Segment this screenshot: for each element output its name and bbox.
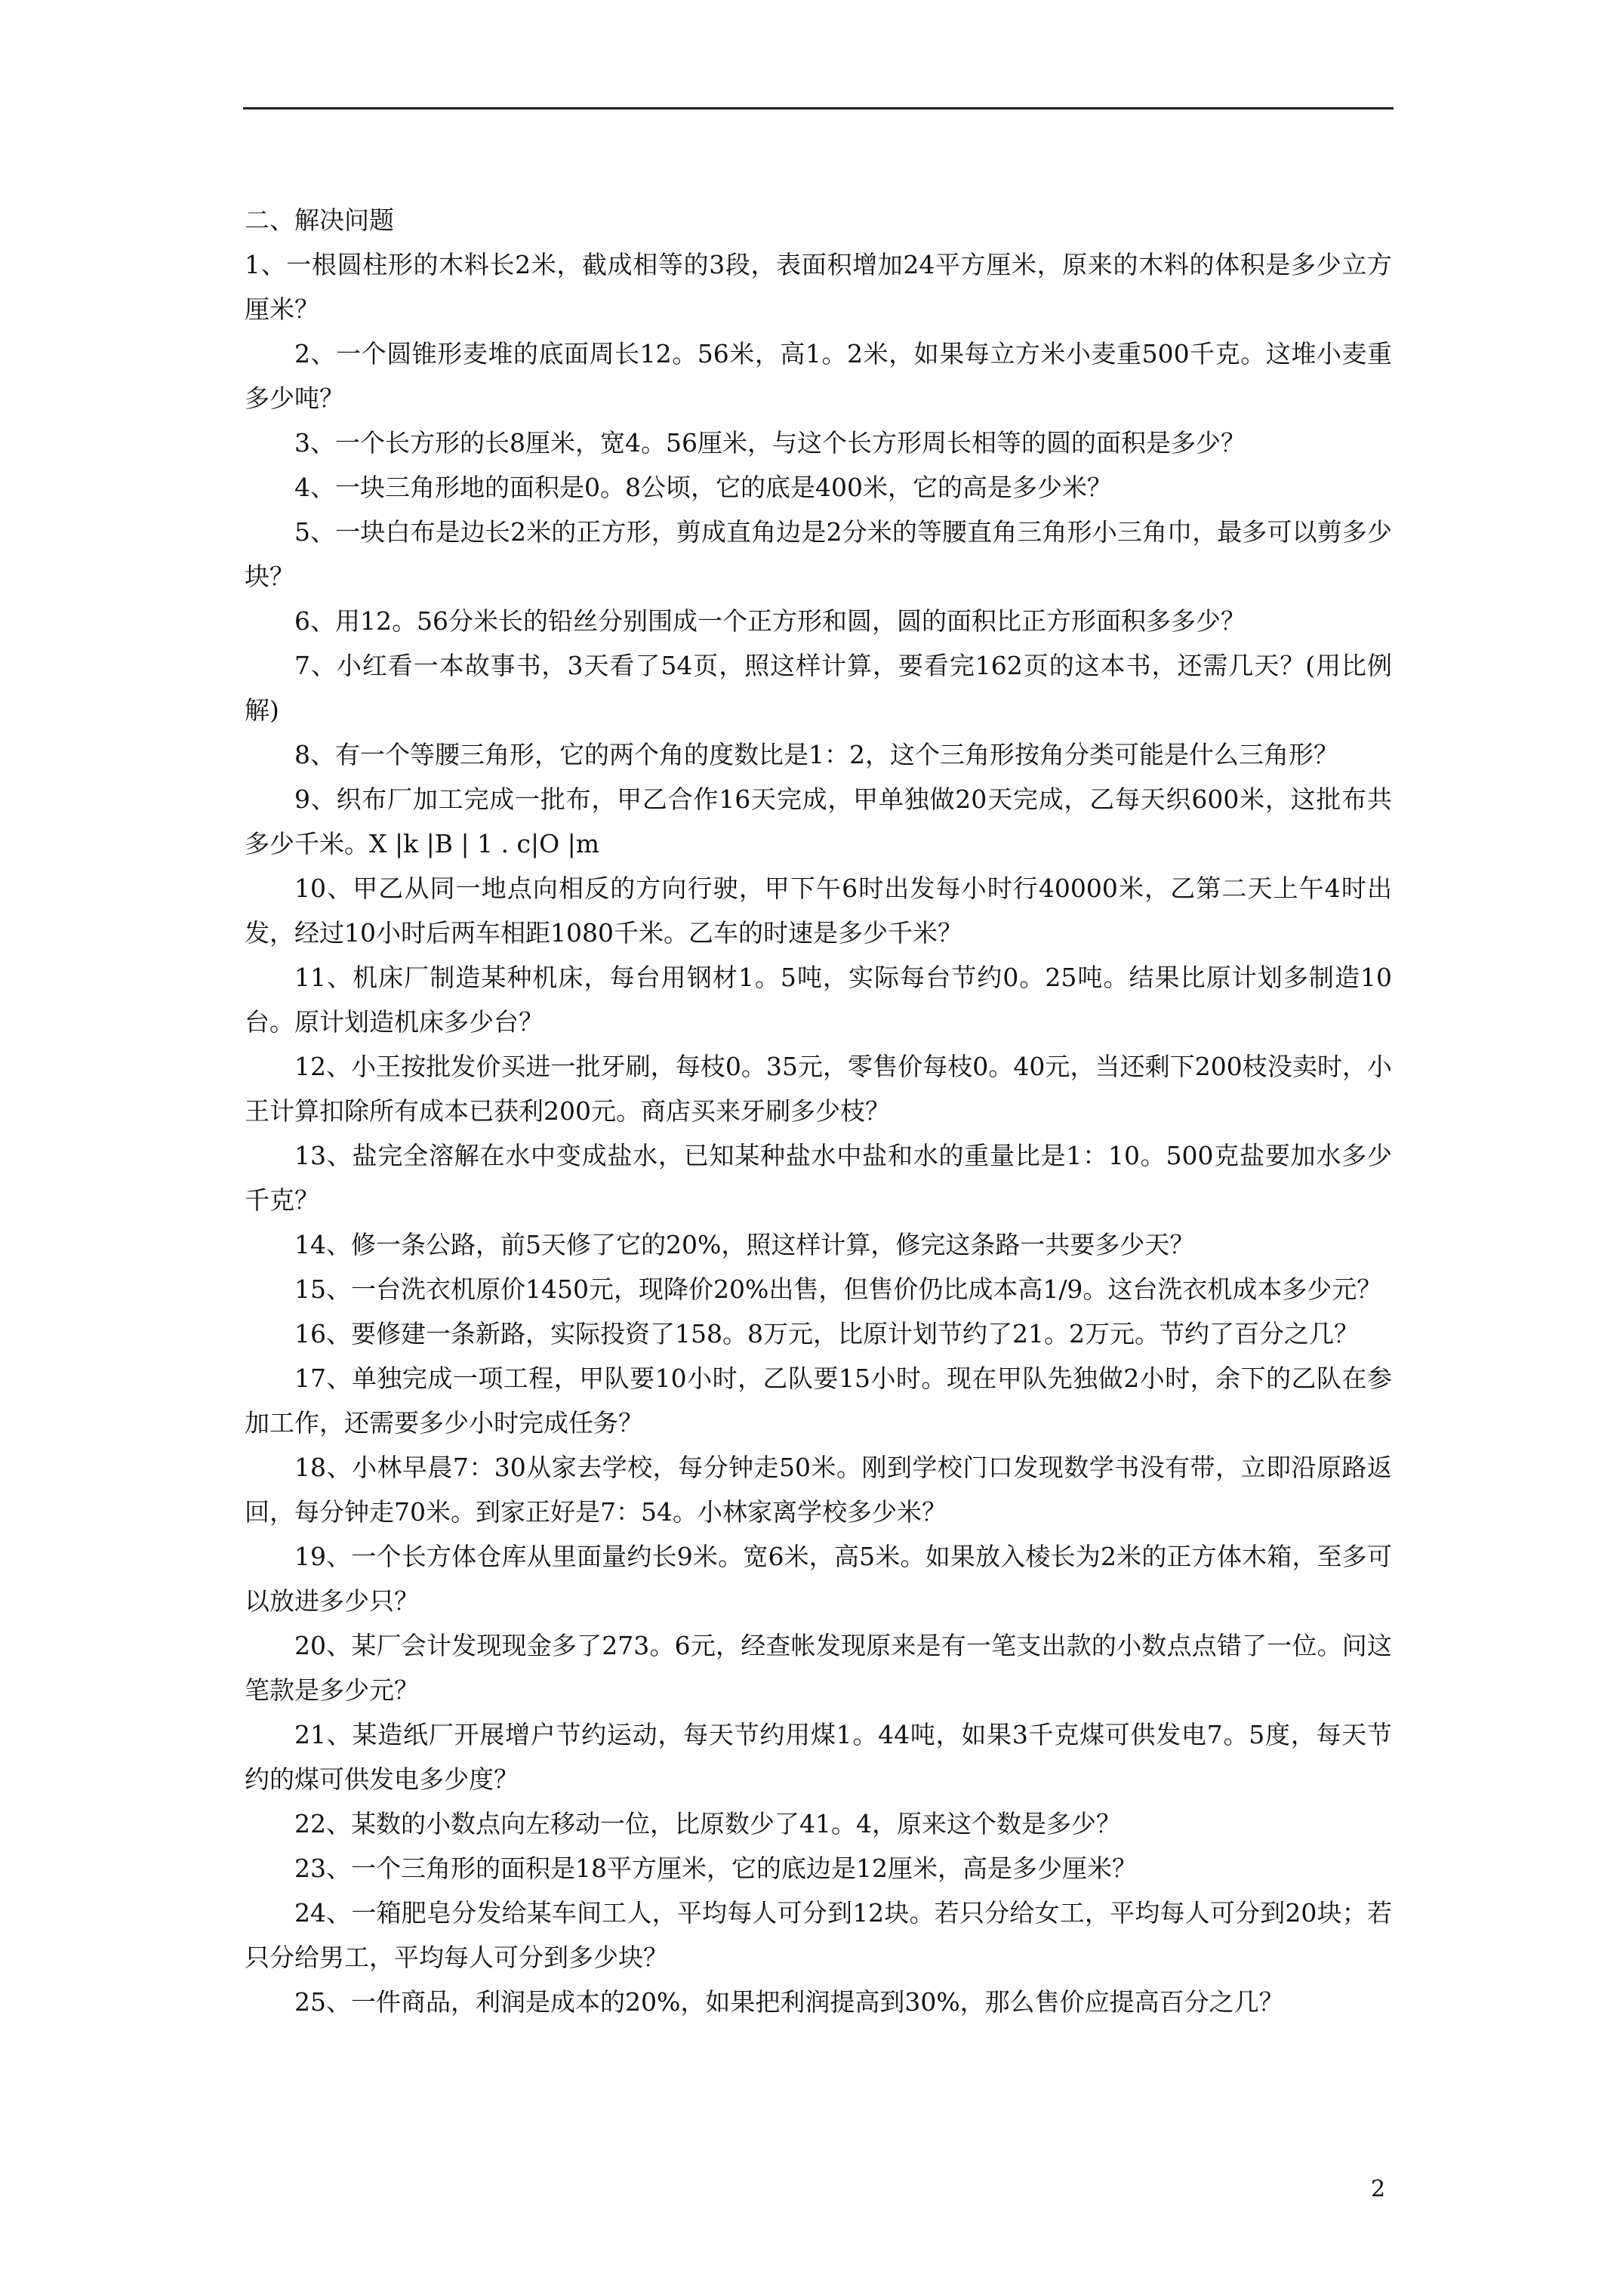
problem-9: 9、织布厂加工完成一批布，甲乙合作16天完成，甲单独做20天完成，乙每天织600米，这批布共多少千米。X |k |B | 1 . c|O |m bbox=[245, 784, 1392, 858]
problem-20: 20、某厂会计发现现金多了273。6元，经查帐发现原来是有一笔支出款的小数点点错了一位。问这笔款是多少元？ bbox=[245, 1631, 1392, 1705]
problem-6: 6、用12。56分米长的铅丝分别围成一个正方形和圆，圆的面积比正方形面积多多少？ bbox=[294, 606, 1246, 636]
section-title: 二、解决问题 bbox=[245, 205, 394, 235]
page-number: 2 bbox=[1371, 2176, 1386, 2202]
problem-3: 3、一个长方形的长8厘米，宽4。56厘米，与这个长方形周长相等的圆的面积是多少？ bbox=[294, 428, 1246, 458]
problem-21: 21、某造纸厂开展增户节约运动，每天节约用煤1。44吨，如果3千克煤可供发电7。5度，每天节约的煤可供发电多少度？ bbox=[245, 1720, 1392, 1794]
problem-15: 15、一台洗衣机原价1450元，现降价20%出售，但售价仍比成本高1/9。这台洗衣机成本多少元？ bbox=[294, 1274, 1382, 1304]
header-rule bbox=[243, 107, 1394, 109]
problem-11: 11、机床厂制造某种机床，每台用钢材1。5吨，实际每台节约0。25吨。结果比原计划多制造10台。原计划造机床多少台？ bbox=[245, 963, 1392, 1037]
problem-19: 19、一个长方体仓库从里面量约长9米。宽6米，高5米。如果放入棱长为2米的正方体木箱，至多可以放进多少只？ bbox=[245, 1542, 1392, 1616]
problem-25: 25、一件商品，利润是成本的20%，如果把利润提高到30%，那么售价应提高百分之几？ bbox=[294, 1987, 1284, 2017]
problem-1: 1、一根圆柱形的木料长2米，截成相等的3段，表面积增加24平方厘米，原来的木料的体积是多少立方厘米？ bbox=[245, 250, 1392, 324]
document-body bbox=[245, 198, 1392, 2024]
problem-22: 22、某数的小数点向左移动一位，比原数少了41。4，原来这个数是多少？ bbox=[294, 1809, 1121, 1838]
problem-2: 2、一个圆锥形麦堆的底面周长12。56米，高1。2米，如果每立方米小麦重500千克。这堆小麦重多少吨？ bbox=[245, 339, 1392, 413]
problem-23: 23、一个三角形的面积是18平方厘米，它的底边是12厘米，高是多少厘米？ bbox=[294, 1854, 1137, 1883]
problem-4: 4、一块三角形地的面积是0。8公顷，它的底是400米，它的高是多少米？ bbox=[294, 473, 1112, 502]
problem-18: 18、小林早晨7：30从家去学校，每分钟走50米。刚到学校门口发现数学书没有带，立即沿原路返回，每分钟走70米。到家正好是7：54。小林家离学校多少米？ bbox=[245, 1453, 1392, 1527]
problem-24: 24、一箱肥皂分发给某车间工人，平均每人可分到12块。若只分给女工，平均每人可分到20块；若只分给男工，平均每人可分到多少块？ bbox=[245, 1898, 1392, 1972]
problem-8: 8、有一个等腰三角形，它的两个角的度数比是1：2，这个三角形按角分类可能是什么三角形？ bbox=[294, 740, 1338, 769]
problem-7: 7、小红看一本故事书，3天看了54页，照这样计算，要看完162页的这本书，还需几天？(用比例解) bbox=[245, 651, 1392, 725]
problem-12: 12、小王按批发价买进一批牙刷，每枝0。35元，零售价每枝0。40元，当还剩下200枝没卖时，小王计算扣除所有成本已获利200元。商店买来牙刷多少枝？ bbox=[245, 1052, 1392, 1126]
problem-5: 5、一块白布是边长2米的正方形，剪成直角边是2分米的等腰直角三角形小三角巾，最多可以剪多少块？ bbox=[245, 517, 1392, 591]
problem-16: 16、要修建一条新路，实际投资了158。8万元，比原计划节约了21。2万元。节约了百分之几？ bbox=[294, 1319, 1359, 1348]
problem-10: 10、甲乙从同一地点向相反的方向行驶，甲下午6时出发每小时行40000米，乙第二天上午4时出发，经过10小时后两车相距1080千米。乙车的时速是多少千米？ bbox=[245, 874, 1392, 948]
problem-17: 17、单独完成一项工程，甲队要10小时，乙队要15小时。现在甲队先独做2小时，余下的乙队在参加工作，还需要多少小时完成任务？ bbox=[245, 1364, 1392, 1438]
problem-13: 13、盐完全溶解在水中变成盐水，已知某种盐水中盐和水的重量比是1：10。500克盐要加水多少千克？ bbox=[245, 1141, 1392, 1215]
problem-14: 14、修一条公路，前5天修了它的20%，照这样计算，修完这条路一共要多少天？ bbox=[294, 1230, 1195, 1259]
